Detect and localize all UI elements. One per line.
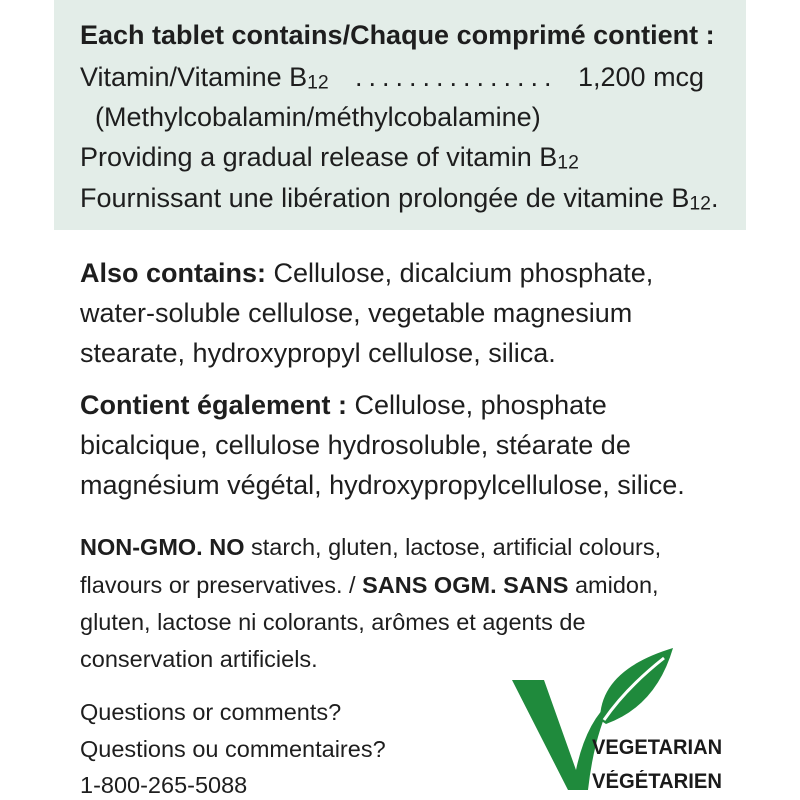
also-contains-line-3: stearate, hydroxypropyl cellulose, silica.: [80, 338, 556, 368]
vitamin-label: Vitamin/Vitamine $B_{12}$: [80, 62, 329, 94]
allergens-line-2: flavours or preservatives. / SANS OGM. SANS amidon,: [80, 572, 659, 598]
vegetarian-text-fr: VÉGÉTARIEN: [592, 770, 722, 793]
ingredients-heading: Each tablet contains/Chaque comprimé contient :: [80, 20, 715, 50]
also-contains-line-1: Also contains: Cellulose, dicalcium phosphate,: [80, 258, 654, 288]
vitamin-form: (Methylcobalamin/méthylcobalamine): [95, 102, 541, 132]
vegetarian-text-en: VEGETARIAN: [592, 736, 723, 759]
allergens-line-3: gluten, lactose ni colorants, arômes et agents de: [80, 609, 586, 635]
contient-line-1: Contient également : Cellulose, phosphate: [80, 390, 607, 420]
contact-question-en: Questions or comments?: [80, 699, 342, 725]
allergens-line-1: NON-GMO. NO starch, gluten, lactose, artificial colours,: [80, 534, 662, 560]
contient-line-2: bicalcique, cellulose hydrosoluble, stéarate de: [80, 430, 631, 460]
vitamin-amount: 1,200 mcg: [578, 62, 705, 92]
also-contains-line-2: water-soluble cellulose, vegetable magnesium: [80, 298, 633, 328]
contient-line-3: magnésium végétal, hydroxypropylcellulose, silice.: [80, 470, 685, 500]
release-fr: Fournissant une libération prolongée de vitamine $B_{12}$.: [80, 183, 719, 215]
leader-dots: ...............: [355, 62, 558, 92]
contact-phone: 1-800-265-5088: [80, 772, 248, 798]
contact-question-fr: Questions ou commentaires?: [80, 736, 386, 762]
allergens-line-4: conservation artificiels.: [80, 646, 318, 672]
release-en: Providing a gradual release of vitamin $B_{12}$: [80, 142, 579, 174]
